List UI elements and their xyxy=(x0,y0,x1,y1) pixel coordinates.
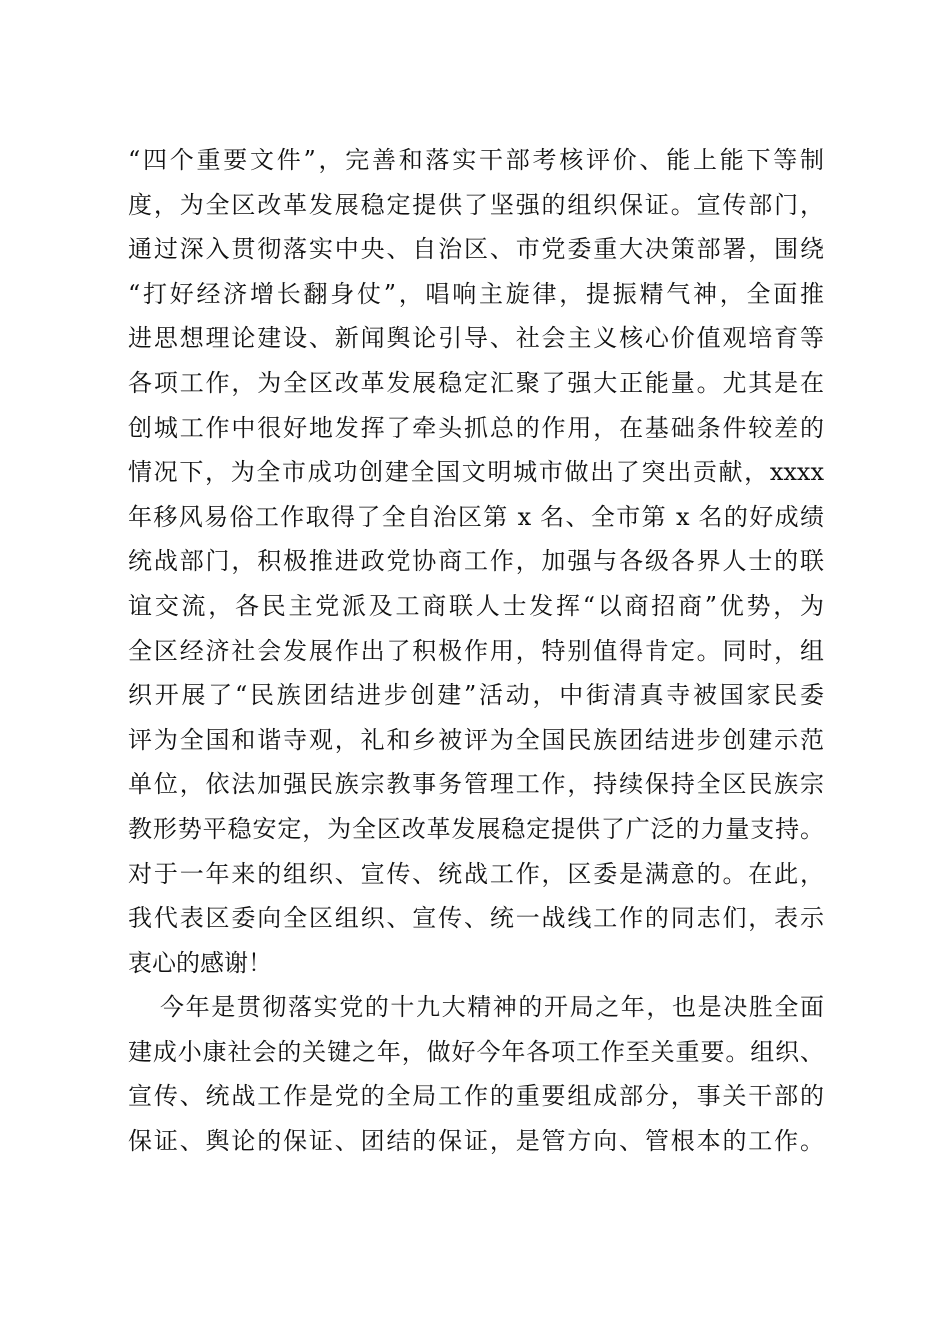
text-line: 年移风易俗工作取得了全自治区第 x 名、全市第 x 名的好成绩 xyxy=(128,502,824,531)
text-line: 衷心的感谢！ xyxy=(128,948,272,977)
text-line: 教形势平稳安定，为全区改革发展稳定提供了广泛的力量支持。 xyxy=(128,814,824,843)
text-line: 织开展了“民族团结进步创建”活动，中街清真寺被国家民委 xyxy=(128,681,824,710)
text-line: 评为全国和谐寺观，礼和乡被评为全国民族团结进步创建示范 xyxy=(128,725,824,754)
text-line: 对于一年来的组织、宣传、统战工作，区委是满意的。在此， xyxy=(128,859,824,888)
paragraph-start-line: 今年是贯彻落实党的十九大精神的开局之年，也是决胜全面 xyxy=(160,993,824,1022)
text-line: 创城工作中很好地发挥了牵头抓总的作用，在基础条件较差的 xyxy=(128,413,824,442)
text-line: “四个重要文件”，完善和落实干部考核评价、能上能下等制 xyxy=(128,146,824,174)
text-line: 进思想理论建设、新闻舆论引导、社会主义核心价值观培育等 xyxy=(128,324,824,353)
text-line: 保证、舆论的保证、团结的保证，是管方向、管根本的工作。 xyxy=(128,1127,824,1156)
text-line: “打好经济增长翻身仗”，唱响主旋律，提振精气神，全面推 xyxy=(128,279,824,308)
text-line: 统战部门，积极推进政党协商工作，加强与各级各界人士的联 xyxy=(128,547,824,576)
text-line: 单位，依法加强民族宗教事务管理工作，持续保持全区民族宗 xyxy=(128,770,824,799)
text-line: 宣传、统战工作是党的全局工作的重要组成部分，事关干部的 xyxy=(128,1082,824,1111)
text-line: 通过深入贯彻落实中央、自治区、市党委重大决策部署，围绕 xyxy=(128,235,824,264)
document-body xyxy=(128,138,824,1164)
text-line: 全区经济社会发展作出了积极作用，特别值得肯定。同时，组 xyxy=(128,636,824,665)
text-line: 各项工作，为全区改革发展稳定汇聚了强大正能量。尤其是在 xyxy=(128,368,824,397)
text-line: 我代表区委向全区组织、宣传、统一战线工作的同志们，表示 xyxy=(128,904,824,933)
text-line: 谊交流，各民主党派及工商联人士发挥“以商招商”优势，为 xyxy=(128,591,824,620)
text-line: 情况下，为全市成功创建全国文明城市做出了突出贡献，xxxx xyxy=(128,458,824,487)
text-line: 建成小康社会的关键之年，做好今年各项工作至关重要。组织、 xyxy=(128,1037,824,1066)
text-line: 度，为全区改革发展稳定提供了坚强的组织保证。宣传部门， xyxy=(128,190,824,219)
